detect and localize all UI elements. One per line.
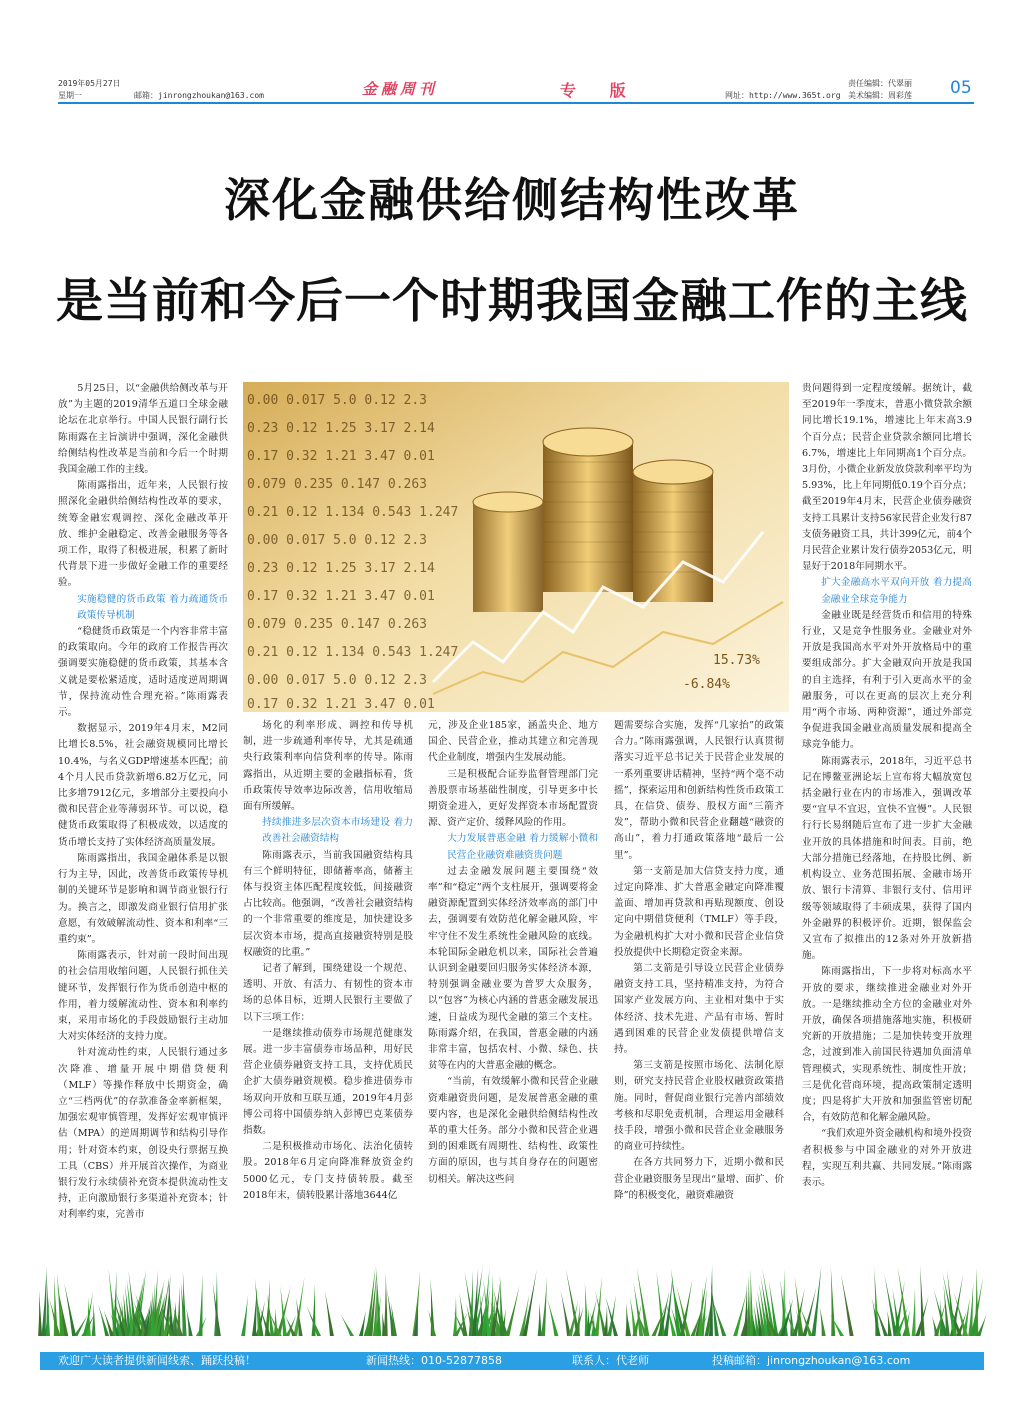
article-column-5 xyxy=(802,381,972,1188)
article-paragraph: 陈雨露指出，下一步将对标高水平开放的要求，继续推进金融业对外开放。一是继续推动全方位的金融业对外开放，确保各项措施落地实施，积极研究新的开放措施；二是加快转变开放理念，过渡到准入前国民待遇加负面清单管理模式，实现系统性、制度性开放；三是优化营商环境，提高政策制定透明度；四是将扩大开放和加强监管密切配合，有效防范和化解金融风险。 xyxy=(802,966,972,1124)
svg-text:-6.84%: -6.84% xyxy=(683,677,730,692)
header-email[interactable]: 邮箱：jinrongzhoukan@163.com xyxy=(134,91,264,100)
svg-text:0.079 0.235 0.147 0.263: 0.079 0.235 0.147 0.263 xyxy=(247,617,428,632)
masthead-title: 金融周刊 xyxy=(362,80,439,98)
article-paragraph: 针对流动性约束，人民银行通过多次降准、增量开展中期借贷便利（MLF）等操作释放中长期资金，确立“三档两优”的存款准备金率新框架，加强宏观审慎管理，发挥好宏观审慎评估（MPA）的逆周期调节和结构引导作用；针对资本约束，创设央行票据互换工具（CBS）并开展首次操作，为商业银行发行永续债补充资本提供流动性支持，正向激励银行多渠道补充资本；针对利率约束，完善市 xyxy=(58,1047,228,1221)
article-paragraph: 二是积极推动市场化、法治化债转股。2018年6月定向降准释放资金约5000亿元，专门支持债转股。截至2018年末，债转股累计落地3644亿 xyxy=(243,1141,413,1201)
svg-text:0.00 0.017 5.0 0.12 2.3: 0.00 0.017 5.0 0.12 2.3 xyxy=(247,673,428,688)
svg-text:15.73%: 15.73% xyxy=(713,653,760,668)
article-paragraph: 陈雨露表示，2018年，习近平总书记在博鳌亚洲论坛上宣布将大幅放宽包括金融行业在内的市场准入，强调改革要“宜早不宜迟，宜快不宜慢”。人民银行行长易纲随后宣布了进一步扩大金融业开放的具体措施和时间表。目前，绝大部分措施已经落地，在持股比例、新机构设立、业务范围拓展、金融市场开放、银行卡清算、非银行支付、信用评级等领域取得了丰硕成果，获得了国内外金融界的积极评价。近期，银保监会又宣布了拟推出的12条对外开放新措施。 xyxy=(802,755,972,962)
footer-contact: 联系人：代老师 xyxy=(572,1354,649,1367)
article-paragraph: 过去金融发展问题主要围绕“效率”和“稳定”两个支柱展开，强调要将金融资源配置到实体经济效率高的部门中去，强调要有效防范化解金融风险，牢牢守住不发生系统性金融风险的底线。本轮国际金融危机以来，国际社会普遍认识到金融要回归服务实体经济本源，特别强调金融业要为普罗大众服务，以“包容”为核心内涵的普惠金融发展迅速，日益成为现代金融的第三个支柱。陈雨露介绍，在我国，普惠金融的内涵非常丰富，包括农村、小微、绿色、扶贫等在内的大普惠金融的概念。 xyxy=(428,865,598,1072)
headline-line-1: 深化金融供给侧结构性改革 xyxy=(224,173,800,227)
svg-text:0.23 0.12 1.25 3.17 2.14: 0.23 0.12 1.25 3.17 2.14 xyxy=(247,421,435,436)
article-paragraph: “稳健货币政策是一个内容非常丰富的政策取向。今年的政府工作报告再次强调要实施稳健的货币政策，其基本含义就是要松紧适度，适时适度逆周期调节，保持流动性合理充裕。”陈雨露表示。 xyxy=(58,626,228,719)
footer-submit-email[interactable]: 投稿邮箱：jinrongzhoukan@163.com xyxy=(712,1354,911,1367)
section-subheading: 扩大金融高水平双向开放 着力提高金融业全球竞争能力 xyxy=(821,577,972,605)
article-column-3 xyxy=(428,718,598,1243)
section-subheading: 实施稳健的货币政策 着力疏通货币政策传导机制 xyxy=(77,593,228,621)
footer-invite: 欢迎广大读者提供新闻线索、踊跃投稿！ xyxy=(58,1354,256,1367)
svg-text:0.21 0.12 1.134 0.543 1.247: 0.21 0.12 1.134 0.543 1.247 xyxy=(247,645,459,660)
header-date: 2019年05月27日 xyxy=(58,79,121,88)
article-paragraph: 第三支箭是按照市场化、法制化原则，研究支持民营企业股权融资政策措施。同时，督促商业银行完善内部绩效考核和尽职免责机制，合理运用金融科技手段，增强小微和民营企业金融服务的商业可持续性。 xyxy=(614,1060,784,1153)
svg-text:0.17 0.32 1.21 3.47 0.01: 0.17 0.32 1.21 3.47 0.01 xyxy=(247,449,435,464)
article-paragraph: 场化的利率形成、调控和传导机制，进一步疏通利率传导，尤其是疏通央行政策利率向信贷利率的传导。陈雨露指出，从近期主要的金融指标看，货币政策传导效率边际改善，信用收缩局面有所缓解。 xyxy=(243,720,413,813)
grass-decoration xyxy=(40,1262,984,1336)
article-paragraph: 金融业既是经营货币和信用的特殊行业，又是竞争性服务业。金融业对外开放是我国高水平对外开放格局中的重要组成部分。扩大金融双向开放是我国的自主选择，有利于引入更高水平的金融服务，可以在更高的层次上充分利用“两个市场、两种资源”，通过外部竞争促进我国金融业高质量发展和提高全球竞争能力。 xyxy=(802,609,972,751)
footer-bar xyxy=(40,1352,984,1370)
svg-text:0.17 0.32 1.21 3.47 0.01: 0.17 0.32 1.21 3.47 0.01 xyxy=(247,589,435,604)
article-paragraph: 数据显示，2019年4月末，M2同比增长8.5%，社会融资规模同比增长10.4%，与名义GDP增速基本匹配；前4个月人民币贷款新增6.82万亿元，同比多增7912亿元，多增部分主要投向小微和民营企业等薄弱环节。可以说，稳健货币政策取得了积极成效，以适度的货币增长支持了实体经济高质量发展。 xyxy=(58,723,228,848)
article-paragraph: 5月25日，以“金融供给侧改革与开放”为主题的2019清华五道口全球金融论坛在北京举行。中国人民银行副行长陈雨露在主旨演讲中强调，深化金融供给侧结构性改革是当前和今后一个时期我国金融工作的主线。 xyxy=(58,383,228,476)
article-column-2 xyxy=(243,718,413,1243)
svg-text:0.23 0.12 1.25 3.17 2.14: 0.23 0.12 1.25 3.17 2.14 xyxy=(247,561,435,576)
article-paragraph: 第二支箭是引导设立民营企业债券融资支持工具，坚持精准支持，为符合国家产业发展方向、主业相对集中于实体经济、技术先进、产品有市场、暂时遇到困难的民营企业发债提供增信支持。 xyxy=(614,963,784,1056)
article-column-4 xyxy=(614,718,784,1243)
coins-chart-image xyxy=(243,382,789,712)
section-label: 专 版 xyxy=(560,81,640,100)
section-subheading: 大力发展普惠金融 着力缓解小微和民营企业融资难融资贵问题 xyxy=(447,833,598,861)
article-paragraph: 题需要综合实施，发挥“几家抬”的政策合力。”陈雨露强调，人民银行认真贯彻落实习近平总书记关于民营企业发展的一系列重要讲话精神，坚持“两个毫不动摇”，探索运用和创新结构性货币政策工具，在信贷、债券、股权方面“三箭齐发”，帮助小微和民营企业翻越“融资的高山”，着力打通政策落地“最后一公里”。 xyxy=(614,720,784,861)
header-website[interactable]: 网址：http://www.365t.org xyxy=(725,91,841,100)
article-paragraph: 一是继续推动债券市场规范健康发展。进一步丰富债券市场品种，用好民营企业债券融资支持工具，支持优质民企扩大债券融资规模。稳步推进债券市场双向开放和互联互通，2019年4月彭博公司将中国债券纳入彭博巴克莱债券指数。 xyxy=(243,1027,413,1137)
article-paragraph: 陈雨露指出，我国金融体系是以银行为主导，因此，改善货币政策传导机制的关键环节是影响和调节商业银行行为。换言之，即激发商业银行信用扩张意愿，有效破解流动性、资本和利率“三重约束”。 xyxy=(58,852,228,945)
svg-text:0.00 0.017 5.0 0.12 2.3: 0.00 0.017 5.0 0.12 2.3 xyxy=(247,533,428,548)
section-subheading: 持续推进多层次资本市场建设 着力改善社会融资结构 xyxy=(262,817,413,845)
svg-text:0.00 0.017 5.0 0.12 2.3: 0.00 0.017 5.0 0.12 2.3 xyxy=(247,393,428,408)
article-paragraph: 在各方共同努力下，近期小微和民营企业融资服务呈现出“量增、面扩、价降”的积极变化，融资难融资 xyxy=(614,1157,784,1201)
footer-hotline: 新闻热线：010-52877858 xyxy=(366,1354,502,1367)
svg-text:0.17 0.32 1.21 3.47 0.01: 0.17 0.32 1.21 3.47 0.01 xyxy=(247,697,435,712)
article-paragraph: 元，涉及企业185家，涵盖央企、地方国企、民营企业，推动其建立和完善现代企业制度，增强内生发展动能。 xyxy=(428,720,598,764)
page-number: 05 xyxy=(950,78,972,98)
article-column-1 xyxy=(58,381,228,1243)
headline-line-2: 是当前和今后一个时期我国金融工作的主线 xyxy=(56,274,968,329)
article-paragraph: 记者了解到，围绕建设一个规范、透明、开放、有活力、有韧性的资本市场的总体目标，近期人民银行主要做了以下三项工作： xyxy=(243,963,413,1023)
svg-text:0.079 0.235 0.147 0.263: 0.079 0.235 0.147 0.263 xyxy=(247,477,428,492)
article-paragraph: 陈雨露表示，当前我国融资结构具有三个鲜明特征，即储蓄率高，储蓄主体与投资主体匹配程度较低，间接融资占比较高。他强调，“改善社会融资结构的一个非常重要的维度是，加快建设多层次资本市场，提高直接融资特别是股权融资的比重。” xyxy=(243,849,413,958)
header-art-editor: 美术编辑：周彩莲 xyxy=(848,91,912,100)
header-weekday: 星期一 xyxy=(58,91,82,100)
article-paragraph: 陈雨露表示，针对前一段时间出现的社会信用收缩问题，人民银行抓住关键环节，发挥银行作为货币创造中枢的作用，着力缓解流动性、资本和利率约束，采用市场化的手段鼓励银行主动加大对实体经济的支持力度。 xyxy=(58,950,228,1043)
article-paragraph: 贵问题得到一定程度缓解。据统计，截至2019年一季度末，普惠小微贷款余额同比增长19.1%，增速比上年末高3.9个百分点；民营企业贷款余额同比增长6.7%，增速比上年同期高1个百分点。3月份，小微企业新发放贷款利率平均为5.93%，比上年同期低0.19个百分点；截至2019年4月末，民营企业债券融资支持工具累计支持56家民营企业发行87支债务融资工具，共计399亿元，前4个月民营企业累计发行债券2053亿元，明显好于2018年同期水平。 xyxy=(802,383,972,573)
svg-text:0.21 0.12 1.134 0.543 1.247: 0.21 0.12 1.134 0.543 1.247 xyxy=(247,505,459,520)
article-paragraph: 第一支箭是加大信贷支持力度，通过定向降准、扩大普惠金融定向降准覆盖面、增加再贷款和再贴现额度、创设定向中期借贷便利（TMLF）等手段，为金融机构扩大对小微和民营企业信贷投放提供中长期稳定资金来源。 xyxy=(614,865,784,958)
article-paragraph: 三是积极配合证券监督管理部门完善股票市场基础性制度，引导更多中长期资金进入，更好发挥资本市场配置资源、资产定价、缓释风险的作用。 xyxy=(428,768,598,829)
header-editor: 责任编辑：代翠丽 xyxy=(848,79,912,88)
article-paragraph: 陈雨露指出，近年来，人民银行按照深化金融供给侧结构性改革的要求，统筹金融宏观调控、深化金融改革开放、维护金融稳定、改善金融服务等各项工作，取得了积极进展，积累了新时代背景下进一步做好金融工作的重要经验。 xyxy=(58,480,228,589)
header-rule xyxy=(58,102,974,104)
article-paragraph: “当前，有效缓解小微和民营企业融资难融资贵问题，是发展普惠金融的重要内容，也是深化金融供给侧结构性改革的重大任务。部分小微和民营企业遇到的困难既有周期性、结构性、政策性方面的原因，也与其自身存在的问题密切相关。解决这些问 xyxy=(428,1076,598,1185)
article-paragraph: “我们欢迎外资金融机构和境外投资者积极参与中国金融业的对外开放进程，实现互利共赢、共同发展。”陈雨露表示。 xyxy=(802,1128,972,1188)
